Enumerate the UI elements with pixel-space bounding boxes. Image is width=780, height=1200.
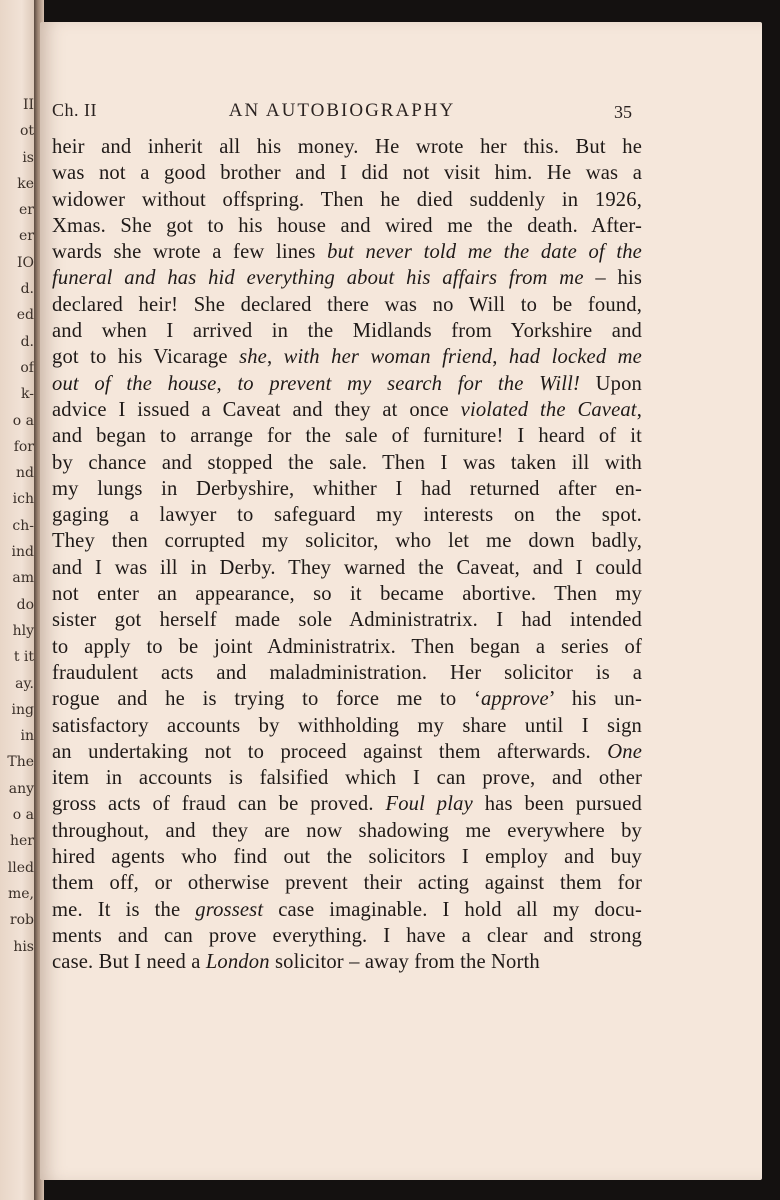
italic-run: Foul play (385, 793, 473, 816)
text-line (52, 897, 642, 923)
facing-page-fragment: in (20, 728, 34, 745)
facing-page-fragment: IO (16, 254, 34, 271)
text-line (52, 791, 642, 817)
text-run: case imaginable. I hold all my docu- (263, 898, 642, 921)
text-run: and when I arrived in the Midlands from Yorkshire and (52, 320, 642, 343)
text-run: throughout, and they are now shadowing me everywhere by (52, 819, 642, 842)
text-line (52, 923, 642, 949)
text-line (52, 160, 642, 186)
facing-page-fragment: d. (20, 333, 34, 350)
facing-page-fragment: is (22, 149, 34, 166)
text-line (52, 450, 642, 476)
italic-run: London (205, 951, 270, 974)
facing-page-fragment: er (19, 202, 34, 219)
facing-page-fragment: o a (12, 412, 34, 429)
text-line (52, 134, 642, 160)
text-line (52, 581, 642, 607)
facing-page-edge (0, 0, 36, 1200)
facing-page-fragment: her (10, 833, 34, 850)
text-line (52, 818, 642, 844)
text-run: item in accounts is falsified which I can prove, and other (52, 767, 642, 790)
facing-page-fragment: rob (9, 912, 34, 929)
facing-page-fragment: er (19, 228, 34, 245)
text-run: has been pursued (472, 793, 642, 816)
italic-run: violated the Caveat (460, 398, 637, 421)
text-line (52, 870, 642, 896)
text-line (52, 713, 642, 739)
text-run: , (266, 346, 284, 369)
text-line (52, 739, 642, 765)
facing-page-text-fragments (0, 92, 34, 960)
facing-page-fragment: ay. (15, 675, 34, 692)
text-run: – his (583, 267, 642, 290)
text-line (52, 292, 642, 318)
text-line (52, 949, 642, 975)
text-line (52, 344, 642, 370)
text-run: not enter an appearance, so it became abortive. Then my (52, 583, 642, 606)
text-line (52, 239, 642, 265)
text-run: solicitor – away from the North (269, 951, 540, 974)
facing-page-fragment: k- (21, 386, 34, 403)
italic-run: but never told me the date of the (327, 241, 642, 264)
facing-page-fragment: ch- (12, 517, 34, 534)
text-run: fraudulent acts and maladministration. Her solicitor is a (52, 661, 642, 684)
running-header (52, 100, 632, 122)
text-run: ments and can prove everything. I have a clear and strong (52, 924, 642, 947)
italic-run: grossest (195, 898, 264, 921)
facing-page-fragment: any (8, 780, 34, 797)
text-run: They then corrupted my solicitor, who let me down badly, (52, 530, 642, 553)
text-line (52, 844, 642, 870)
facing-page-fragment: for (13, 438, 34, 455)
text-run: heir and inherit all his money. He wrote her this. But he (52, 136, 642, 158)
text-line (52, 555, 642, 581)
italic-run: approve (480, 688, 549, 711)
facing-page-fragment: me, (7, 885, 34, 902)
facing-page-fragment: of (20, 359, 34, 376)
text-run: Upon (579, 372, 642, 395)
italic-run: to prevent my search for the Will! (237, 372, 580, 395)
book-page (40, 22, 762, 1180)
text-run: widower without offspring. Then he died suddenly in 1926, (52, 188, 642, 211)
italic-run: she (239, 346, 267, 369)
text-line (52, 371, 642, 397)
text-run: advice I issued a Caveat and they at once (52, 398, 461, 421)
text-line (52, 476, 642, 502)
text-line (52, 765, 642, 791)
text-run: , (492, 346, 509, 369)
italic-run: One (607, 740, 642, 763)
text-run: and I was ill in Derby. They warned the Caveat, and I could (52, 556, 642, 579)
text-line (52, 528, 642, 554)
text-run: gaging a lawyer to safeguard my interests on the spot. (52, 504, 642, 527)
text-run: me. It is the (52, 898, 196, 921)
text-run: sister got herself made sole Administratrix. I had intended (52, 609, 642, 632)
text-run: declared heir! She declared there was no Will to be found, (52, 293, 642, 316)
text-line (52, 187, 642, 213)
facing-page-fragment: lled (7, 859, 34, 876)
text-run: gross acts of fraud can be proved. (52, 793, 386, 816)
text-line (52, 502, 642, 528)
text-run: ’ his un- (548, 688, 642, 711)
facing-page-fragment: The (7, 754, 34, 771)
text-line (52, 686, 642, 712)
text-line (52, 213, 642, 239)
text-run: case. But I need a (52, 951, 206, 974)
text-run: them off, or otherwise prevent their acting against them for (52, 872, 642, 895)
text-run: satisfactory accounts by withholding my share until I sign (52, 714, 642, 737)
running-title: AN AUTOBIOGRAPHY (228, 100, 456, 121)
text-run: by chance and stopped the sale. Then I was taken ill with (52, 451, 642, 474)
body-text (52, 134, 642, 976)
text-line (52, 660, 642, 686)
facing-page-fragment: ed (16, 307, 34, 324)
page-number: 35 (614, 102, 632, 122)
text-run: an undertaking not to proceed against them afterwards. (52, 740, 608, 763)
italic-run: had locked me (508, 346, 642, 369)
chapter-label: Ch. II (52, 100, 97, 120)
italic-run: funeral and has hid everything about his affairs from me (52, 267, 584, 290)
text-run: wards she wrote a few lines (52, 241, 328, 264)
text-run: hired agents who find out the solicitors I employ and buy (52, 846, 642, 869)
text-line (52, 607, 642, 633)
text-run: to apply to be joint Administratrix. Then began a series of (52, 635, 642, 658)
text-run: and began to arrange for the sale of furniture! I heard of it (52, 425, 642, 448)
text-line (52, 318, 642, 344)
text-line (52, 423, 642, 449)
text-run: was not a good brother and I did not visit him. He was a (52, 162, 642, 185)
facing-page-fragment: d. (20, 281, 34, 298)
facing-page-fragment: am (12, 570, 34, 587)
facing-page-fragment: do (16, 596, 34, 613)
facing-page-fragment: ing (11, 701, 34, 718)
facing-page-fragment: hly (12, 622, 34, 639)
text-run: Xmas. She got to his house and wired me the death. After- (52, 214, 642, 237)
facing-page-fragment: ot (19, 123, 34, 140)
text-line (52, 634, 642, 660)
text-run: , (636, 398, 642, 421)
text-run: rogue and he is trying to force me to ‘ (52, 688, 481, 711)
italic-run: with her woman friend (283, 346, 493, 369)
text-line (52, 265, 642, 291)
facing-page-fragment: ke (17, 175, 34, 192)
facing-page-fragment: o a (12, 807, 34, 824)
text-line (52, 397, 642, 423)
facing-page-fragment: nd (16, 465, 34, 482)
facing-page-fragment: ind (11, 544, 34, 561)
text-run: , (216, 372, 238, 395)
text-run: my lungs in Derbyshire, whither I had returned after en- (52, 477, 642, 500)
facing-page-fragment: his (13, 938, 34, 955)
facing-page-fragment: ich (12, 491, 34, 508)
text-run: got to his Vicarage (52, 346, 240, 369)
facing-page-fragment: II (22, 97, 34, 113)
italic-run: out of the house (52, 372, 217, 395)
facing-page-fragment: t it (13, 649, 34, 666)
